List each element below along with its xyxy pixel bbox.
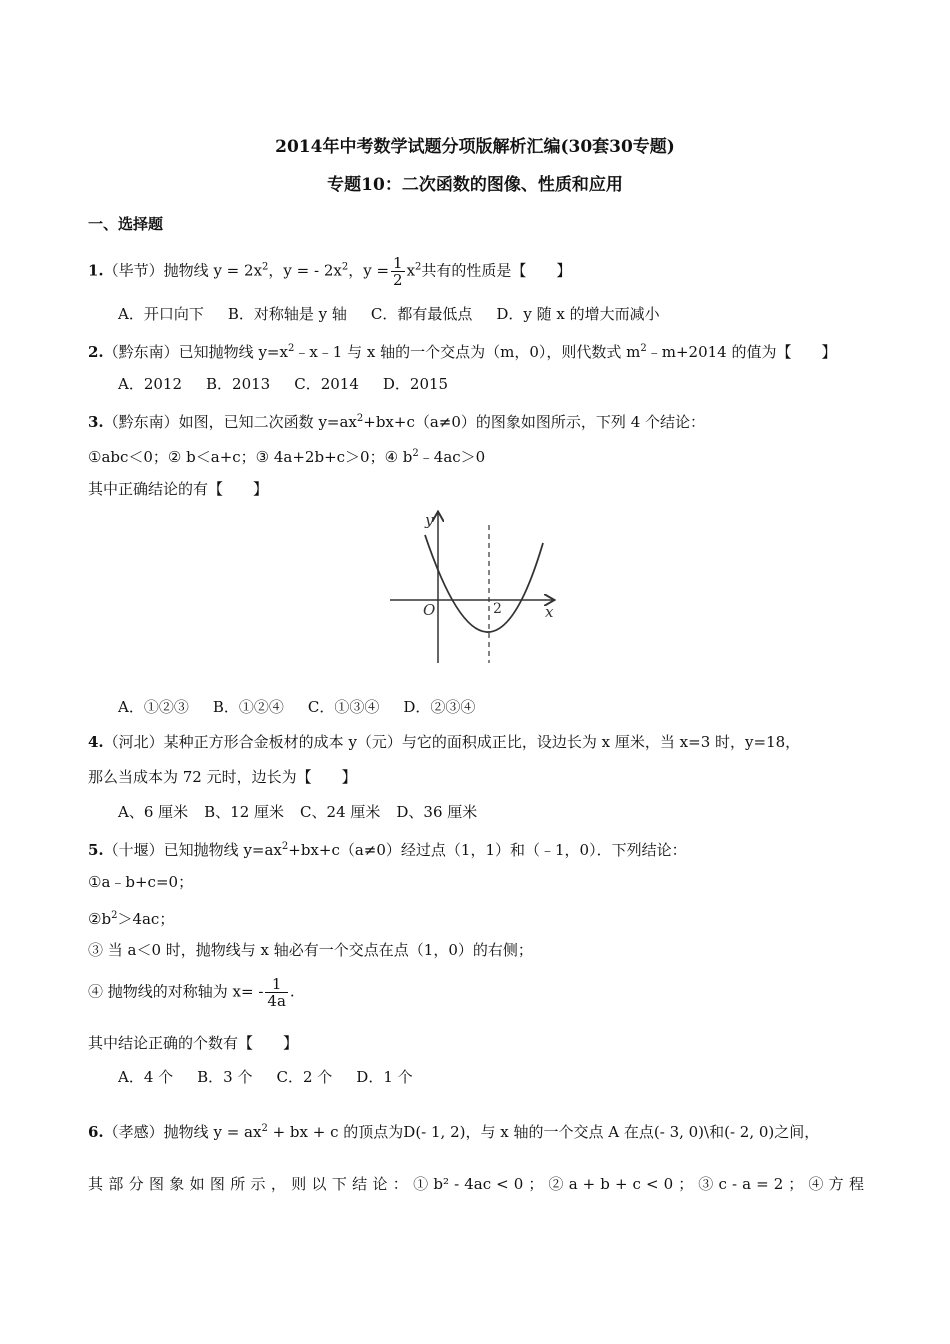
formula: + bx + c — [267, 1123, 339, 1141]
question-number: 4. — [88, 733, 104, 751]
question-3-prompt: 其中正确结论的有【 】 — [88, 480, 269, 498]
document-title: 2014年中考数学试题分项版解析汇编(30套30专题) — [275, 137, 675, 157]
question-text: ﹣m+2014 的值为【 】 — [646, 343, 837, 361]
question-text: 共有的性质是【 】 — [421, 261, 572, 280]
choice-b: B．3 个 — [197, 1068, 253, 1086]
statement-text: ②b — [88, 910, 112, 928]
choices-3 — [118, 696, 499, 718]
superscript: 2 — [262, 261, 269, 273]
fraction — [265, 976, 288, 1009]
choices-4 — [118, 801, 501, 823]
statement-text: ①abc＜0；② b＜a+c；③ 4a+2b+c＞0；④ b — [88, 448, 413, 466]
parabola-curve — [425, 535, 543, 632]
question-1 — [88, 255, 571, 288]
fraction-numerator: 1 — [393, 254, 403, 272]
question-text: （毕节）抛物线 y = 2x — [103, 261, 263, 280]
question-text: +bx+c（a≠0）经过点（1，1）和（﹣1，0）．下列结论： — [288, 841, 687, 859]
superscript: 2 — [640, 343, 647, 354]
choice-a: A．①②③ — [118, 698, 189, 716]
question-text: ，y = - 2x — [268, 261, 342, 280]
question-text: （黔东南）已知抛物线 y=x — [103, 343, 288, 361]
point-2: (- 2, 0) — [724, 1123, 775, 1141]
superscript: 2 — [415, 261, 422, 273]
question-text: ，y = — [348, 261, 390, 280]
fraction-denominator: 2 — [393, 271, 403, 289]
superscript: 2 — [261, 1123, 268, 1134]
question-2 — [88, 338, 836, 363]
question-text: 的顶点为 — [343, 1123, 404, 1141]
formula: y = ax — [213, 1123, 262, 1141]
statement-1: ①a﹣b+c=0； — [88, 873, 194, 891]
choice-d: D．②③④ — [403, 698, 476, 716]
question-number: 2. — [88, 343, 104, 361]
choice-a: A．开口向下 — [118, 305, 204, 323]
vertex-point: D(- 1, 2) — [403, 1123, 466, 1141]
choice-c: C．①③④ — [307, 698, 380, 716]
statement-3: ③ 当 a＜0 时，抛物线与 x 轴必有一个交点在点（1，0）的右侧； — [88, 941, 533, 959]
choice-c: C．都有最低点 — [370, 305, 473, 323]
y-axis-label: y — [425, 511, 434, 529]
question-text: x — [406, 261, 416, 280]
choice-a: A．2012 — [118, 375, 183, 393]
question-number: 1. — [88, 261, 104, 280]
question-number: 6. — [88, 1123, 104, 1141]
statement-4 — [88, 976, 295, 1009]
fraction — [391, 255, 405, 288]
origin-label: O — [423, 601, 436, 619]
choices-5 — [118, 1066, 437, 1088]
statement-text: ﹣4ac＞0 — [418, 448, 486, 466]
choice-b: B．①②④ — [212, 698, 284, 716]
question-text: \和 — [704, 1123, 725, 1141]
choice-b: B、12 厘米 — [204, 803, 285, 821]
choice-b: B．2013 — [206, 375, 271, 393]
choices-1 — [118, 303, 684, 325]
choice-a: A、6 厘米 — [118, 803, 189, 821]
question-3 — [88, 408, 705, 433]
statement-2 — [88, 905, 174, 930]
question-6 — [88, 1118, 819, 1143]
tick-label: 2 — [493, 601, 502, 617]
question-text: ﹣x﹣1 与 x 轴的一个交点为（m，0），则代数式 m — [294, 343, 641, 361]
statement-text: . — [289, 982, 295, 1001]
question-text: （河北）某种正方形合金板材的成本 y（元）与它的面积成正比，设边长为 x 厘米，当 x=3 时，y=18， — [103, 733, 801, 751]
question-4 — [88, 731, 800, 753]
choice-c: C．2 个 — [276, 1068, 333, 1086]
question-6-line2: 其 部 分 图 象 如 图 所 示 ， 则 以 下 结 论 ： ① b² - 4ac < 0 ； ② a + b + c < 0 ； ③ c - a = 2 ； ④ 方 程 — [88, 1175, 864, 1193]
section-heading: 一、选择题 — [88, 215, 164, 233]
choices-2 — [118, 373, 472, 395]
question-5-prompt: 其中结论正确的个数有【 】 — [88, 1034, 299, 1052]
statement-text: ＞4ac； — [117, 910, 175, 928]
parabola-graph — [385, 505, 565, 665]
superscript: 2 — [356, 413, 364, 424]
superscript: 2 — [281, 841, 289, 852]
choice-d: D．2015 — [382, 375, 449, 393]
question-text: ，与 x 轴的一个交点 A 在点 — [465, 1123, 654, 1141]
document-subtitle: 专题10：二次函数的图像、性质和应用 — [327, 175, 623, 195]
superscript: 2 — [412, 448, 419, 459]
question-number: 3. — [88, 413, 104, 431]
choice-c: C、24 厘米 — [300, 803, 381, 821]
choice-a: A．4 个 — [118, 1068, 174, 1086]
point-1: (- 3, 0) — [653, 1123, 705, 1141]
choice-b: B．对称轴是 y 轴 — [227, 305, 347, 323]
choice-d: D、36 厘米 — [396, 803, 478, 821]
question-text: （十堰）已知抛物线 y=ax — [103, 841, 282, 859]
question-number: 5. — [88, 841, 104, 859]
choice-c: C．2014 — [294, 375, 359, 393]
question-5 — [88, 836, 687, 861]
superscript: 2 — [287, 343, 295, 354]
fraction-denominator: 4a — [267, 992, 286, 1010]
fraction-numerator: 1 — [265, 976, 288, 993]
superscript: 2 — [341, 261, 349, 273]
question-4-line2: 那么当成本为 72 元时，边长为【 】 — [88, 768, 357, 786]
superscript: 2 — [111, 910, 118, 921]
x-axis-label: x — [545, 603, 554, 621]
question-text: （孝感）抛物线 — [103, 1123, 209, 1141]
question-text: 之间， — [774, 1123, 820, 1141]
choice-d: D．y 随 x 的增大而减小 — [496, 305, 660, 323]
statement-text: ④ 抛物线的对称轴为 x= - — [88, 982, 264, 1001]
question-3-statements — [88, 443, 485, 468]
question-text: +bx+c（a≠0）的图象如图所示，下列 4 个结论： — [363, 413, 706, 431]
question-text: （黔东南）如图，已知二次函数 y=ax — [103, 413, 357, 431]
choice-d: D．1 个 — [356, 1068, 413, 1086]
